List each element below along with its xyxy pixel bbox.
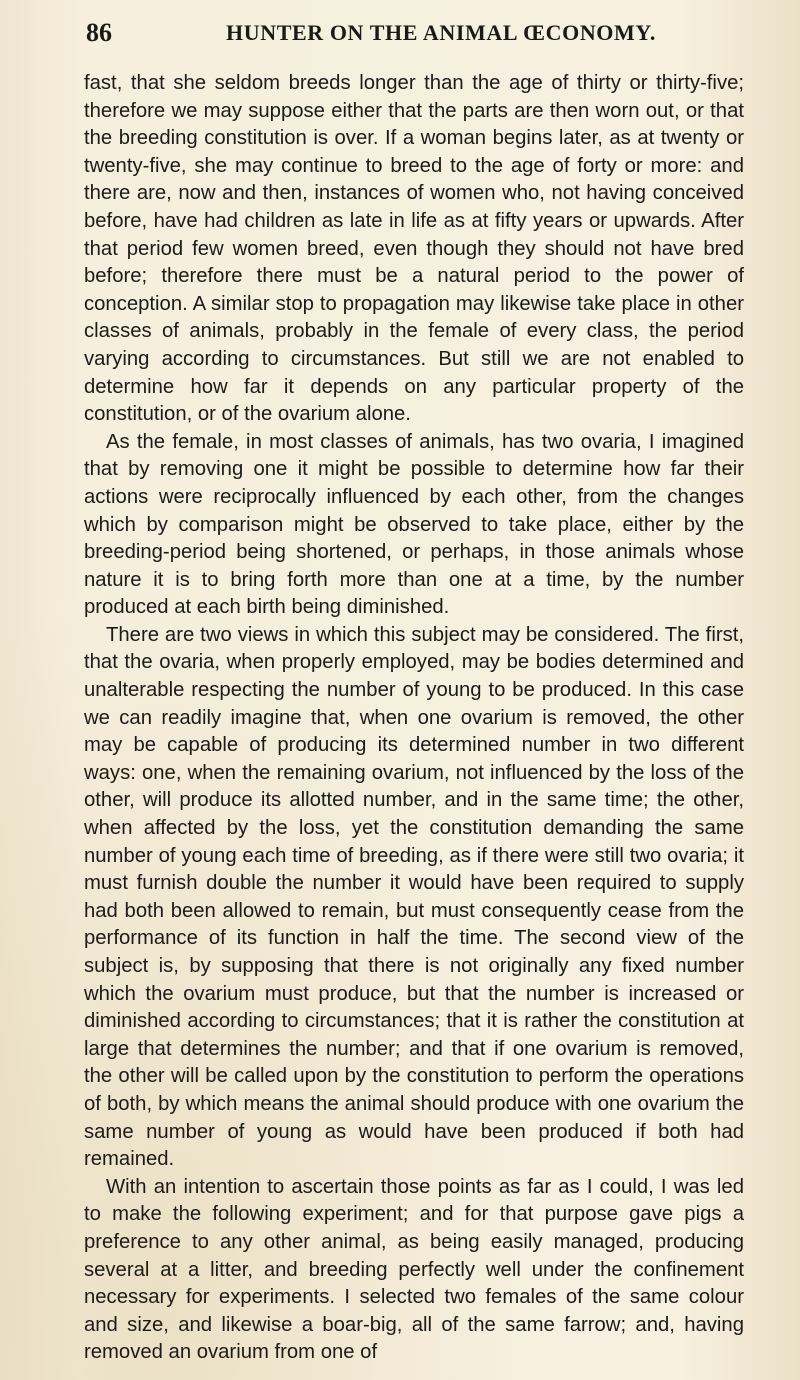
running-head: HUNTER ON THE ANIMAL ŒCONOMY. xyxy=(226,20,656,45)
paragraph-experiment: With an intention to ascertain those points as far as I could, I was led to make the following experiment; and for that purpose gave pigs a preference to any other animal, as being easily managed, producing several at a litter, and breeding perfectly well under the confinement necessary for experiments. I selected two females of the same colour and size, and likewise a boar-big, all of the same farrow; and, having removed an ovarium from one of xyxy=(84,1175,744,1364)
page-header xyxy=(0,14,800,54)
page-number: 86 xyxy=(86,18,112,47)
body-text xyxy=(84,70,744,1367)
paragraph-ovaria: As the female, in most classes of animals, has two ovaria, I imagined that by removing one it might be possible to determine how far their actions were reciprocally influenced by each other, from the changes which by comparison might be observed to take place, either by the breeding-period being shortened, or perhaps, in those animals whose nature it is to bring forth more than one at a time, by the number produced at each birth being diminished. xyxy=(84,430,744,619)
paragraph-two-views: There are two views in which this subject may be considered. The first, that the ovaria, when properly employed, may be bodies determined and unalterable respecting the number of young to be produced. In this case we can readily imagine that, when one ovarium is removed, the other may be capable of producing its determined number in two different ways: one, when the remaining ovarium, not influenced by the loss of the other, will produce its allotted number, and in the same time; the other, when affected by the loss, yet the constitution demanding the same number of young each time of breeding, as if there were still two ovaria; it must furnish double the number it would have been required to supply had both been allowed to remain, but must consequently cease from the performance of its function in half the time. The second view of the subject is, by supposing that there is not originally any fixed number which the ovarium must produce, but that the number is increased or diminished according to circumstances; that it is rather the constitution at large that determines the number; and that if one ovarium is removed, the other will be called upon by the constitution to perform the operations of both, by which means the animal should produce with one ovarium the same number of young as would have been produced if both had remained. xyxy=(84,623,744,1171)
paragraph-continued: fast, that she seldom breeds longer than the age of thirty or thirty-five; therefore we may suppose either that the parts are then worn out, or that the breeding constitution is over. If a woman begins later, as at twenty or twenty-five, she may continue to breed to the age of forty or more: and there are, now and then, instances of women who, not having conceived before, have had children as late in life as at fifty years or upwards. After that period few women breed, even though they should not have bred before; therefore there must be a natural period to the power of conception. A similar stop to propagation may likewise take place in other classes of animals, probably in the female of every class, the period varying according to circumstances. But still we are not enabled to determine how far it depends on any particular property of the constitution, or of the ovarium alone. xyxy=(84,72,744,426)
